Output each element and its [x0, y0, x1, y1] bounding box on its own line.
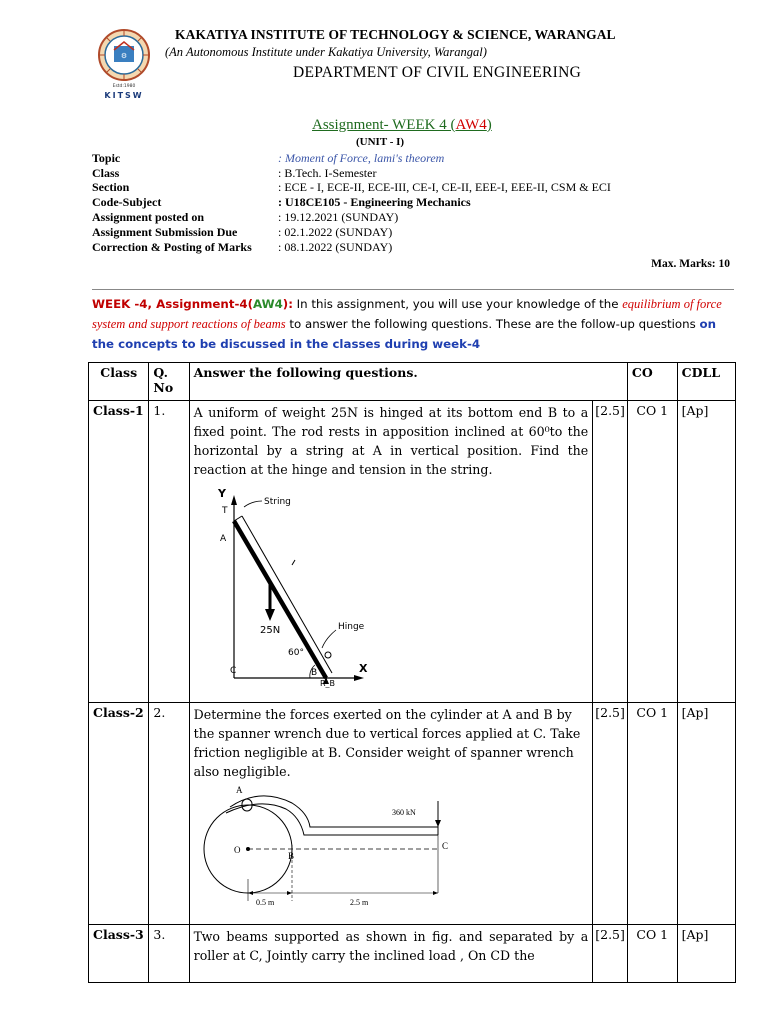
intro-heading: WEEK -4, Assignment-4(: [92, 297, 253, 311]
label-2-5m: 2.5 m: [349, 898, 368, 907]
institute-logo: [93, 28, 155, 102]
divider: [92, 289, 734, 290]
y-arrow: [231, 495, 237, 505]
assignment-code: AW4: [455, 117, 487, 133]
info-value: : 02.1.2022 (SUNDAY): [278, 225, 393, 239]
info-value: : 08.1.2022 (SUNDAY): [278, 240, 393, 254]
label-60: 60°: [287, 648, 304, 658]
label-360kn: 360 kN: [391, 808, 416, 817]
row-marks: [2.5]: [593, 703, 628, 925]
row-question-cell: [189, 925, 593, 983]
row-class: Class-2: [89, 703, 149, 925]
label-x: X: [358, 662, 368, 675]
label-c: C: [229, 666, 236, 676]
question-text: A uniform of weight 25N is hinged at its bottom end B to a fixed point. The rod rests in apposition inclined at 60⁰to the horizontal by a string at A in vertical position. Find the reaction at the hinge and tension in the string.: [193, 405, 589, 477]
header-qno: Q. No: [149, 363, 189, 401]
table-header-row: [89, 363, 736, 401]
label-o: O: [233, 845, 241, 855]
label-a: A: [235, 785, 243, 795]
label-rb: R_B: [319, 679, 335, 688]
header-cdll: CDLL: [677, 363, 735, 401]
assignment-title-suffix: ): [486, 117, 492, 133]
row-qno: 3.: [149, 925, 189, 983]
row-co: CO 1: [627, 925, 677, 983]
label-string: String: [263, 497, 291, 507]
intro-blue-text: on the concepts to be discussed in the classes during week-4: [92, 317, 717, 351]
row-class: Class-1: [89, 401, 149, 703]
logo-est-text: Estd:1980: [112, 84, 136, 89]
institute-subtitle: (An Autonomous Institute under Kakatiya University, Warangal): [165, 45, 487, 59]
info-label: Assignment Submission Due: [92, 225, 238, 239]
label-hinge: Hinge: [337, 622, 364, 632]
label-b: B: [287, 851, 294, 861]
max-marks: Max. Marks: 10: [651, 258, 730, 270]
info-value: : ECE - I, ECE-II, ECE-III, CE-I, CE-II, EEE-I, EEE-II, CSM & ECI: [278, 180, 611, 194]
figure-spanner-wrench: [200, 783, 470, 913]
header-question: Answer the following questions.: [189, 363, 627, 401]
header-class: Class: [89, 363, 149, 401]
x-arrow: [354, 675, 364, 681]
assignment-title-prefix: Assignment- WEEK 4 (: [312, 117, 456, 133]
question-text: Two beams supported as shown in fig. and separated by a roller at C, Jointly carry the inclined load , On CD the: [193, 929, 589, 963]
institute-name: KAKATIYA INSTITUTE OF TECHNOLOGY & SCIENCE, WARANGAL: [175, 27, 616, 42]
unit-label: (UNIT - I): [356, 136, 405, 148]
row-qno: 2.: [149, 703, 189, 925]
rod-outline: [242, 516, 332, 673]
questions-table: [88, 362, 736, 983]
row-qno: 1.: [149, 401, 189, 703]
header-co: CO: [627, 363, 677, 401]
info-label: Topic: [92, 151, 121, 165]
row-marks: [2.5]: [593, 925, 628, 983]
label-0-5m: 0.5 m: [255, 898, 274, 907]
row-marks: [2.5]: [593, 401, 628, 703]
intro-code: AW4: [252, 297, 283, 311]
row-cdll: [Ap]: [677, 401, 735, 703]
row-question-cell: [189, 703, 593, 925]
label-y: Y: [217, 487, 226, 500]
intro-text-2: to answer the following questions. These are the follow-up questions: [285, 317, 700, 331]
info-value: : U18CE105 - Engineering Mechanics: [278, 195, 471, 209]
svg-text:⚙: ⚙: [120, 52, 128, 60]
logo-text: KITSW: [104, 91, 144, 100]
table-row: [89, 925, 736, 983]
label-t: T: [221, 506, 228, 516]
assignment-title: [312, 117, 492, 134]
info-label: Code-Subject: [92, 195, 162, 209]
info-label: Section: [92, 180, 130, 194]
intro-paragraph: [92, 294, 736, 354]
label-25n: 25N: [259, 625, 280, 636]
row-co: CO 1: [627, 401, 677, 703]
question-text: Determine the forces exerted on the cylinder at A and B by the spanner wrench due to vertical forces applied at C. Take friction negligible at B. Consider weight of spanner wrench also negligible.: [193, 707, 581, 779]
rod: [234, 521, 326, 678]
intro-heading-end: ):: [282, 297, 293, 311]
info-label: Class: [92, 166, 120, 180]
figure-hinged-rod: [204, 483, 404, 688]
table-row: [89, 401, 736, 703]
table-row: [89, 703, 736, 925]
info-label: Assignment posted on: [92, 210, 205, 224]
label-b: B: [310, 668, 317, 678]
label-c: C: [441, 841, 448, 851]
row-class: Class-3: [89, 925, 149, 983]
row-co: CO 1: [627, 703, 677, 925]
info-value: : B.Tech. I-Semester: [278, 166, 377, 180]
info-label: Correction & Posting of Marks: [92, 240, 252, 254]
department-name: DEPARTMENT OF CIVIL ENGINEERING: [293, 64, 582, 81]
row-cdll: [Ap]: [677, 925, 735, 983]
info-value: : 19.12.2021 (SUNDAY): [278, 210, 399, 224]
intro-italic-topic: equilibrium of force system and support reactions of beams: [92, 297, 722, 331]
label-a: A: [219, 534, 226, 544]
info-value: : Moment of Force, lami's theorem: [278, 151, 445, 165]
row-question-cell: [189, 401, 593, 703]
row-cdll: [Ap]: [677, 703, 735, 925]
intro-text-1: In this assignment, you will use your knowledge of the: [292, 297, 623, 311]
